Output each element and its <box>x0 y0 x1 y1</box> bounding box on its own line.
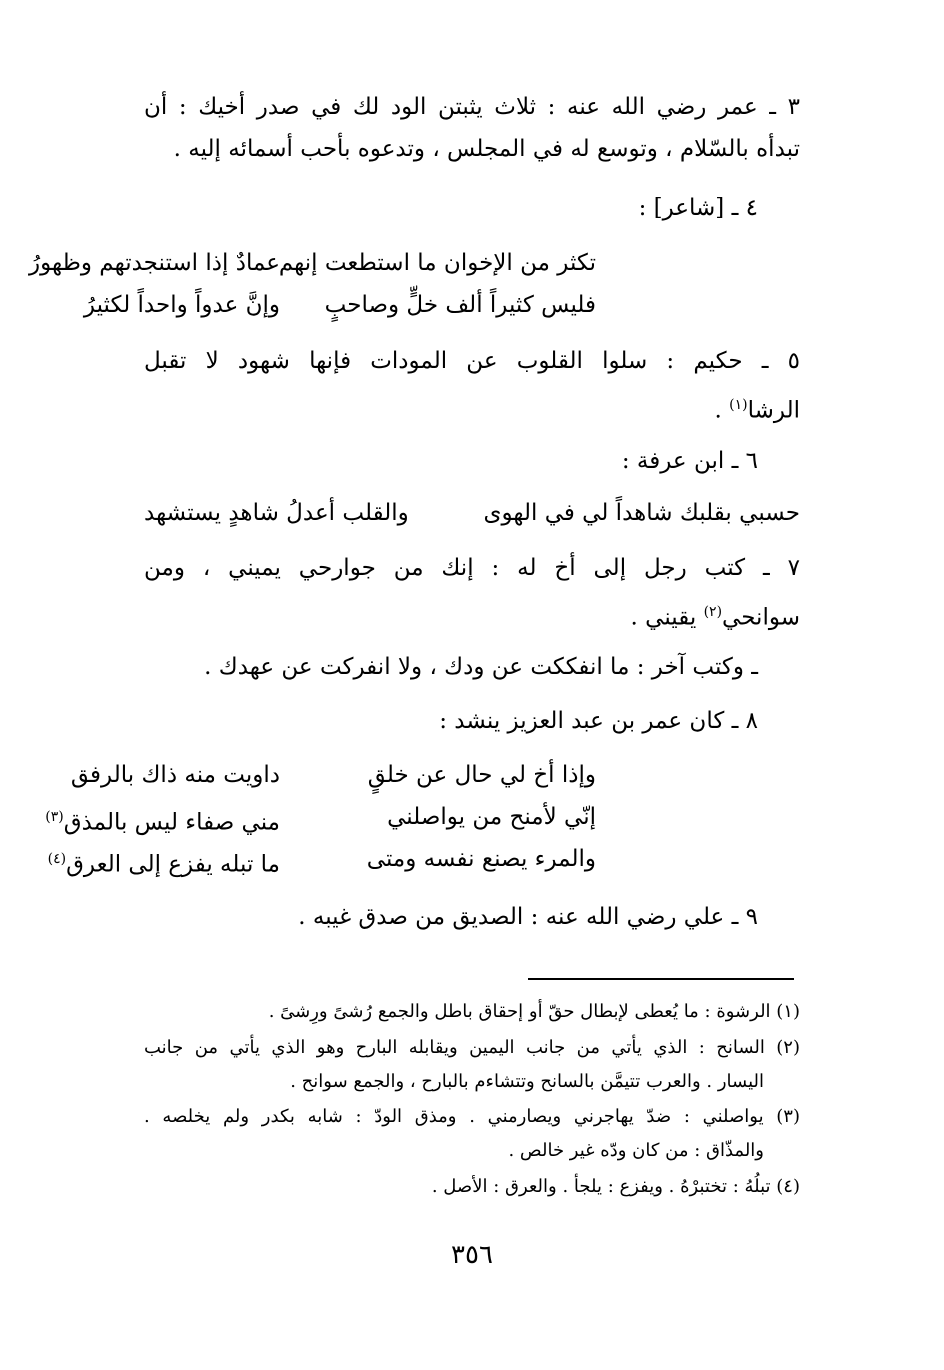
footnote-separator <box>528 978 794 980</box>
verse-first-hemistich: فليس كثيراً ألف خلٍّ وصاحبٍ <box>324 292 596 318</box>
footnote-ref-1: (١) <box>729 397 748 413</box>
footnote-3-line-2: والمذّاق : من كان ودّه غير خالص . <box>508 1140 764 1161</box>
item-8-heading: ٨ ـ كان عمر بن عبد العزيز ينشد : <box>439 708 758 734</box>
item-4-heading: ٤ ـ [شاعر] : <box>638 195 758 221</box>
item-6-verse-1 <box>144 496 800 530</box>
item-5-text: الرشا <box>747 397 800 424</box>
item-7-line-2 <box>144 597 800 633</box>
item-7-line-1: ٧ ـ كتب رجل إلى أخ له : إنك من جوارحي يميني ، ومن <box>144 555 800 581</box>
verse-second-hemistich: وإنَّ عدواً واحداً لكثيرُ <box>83 292 280 318</box>
item-4-verse-1 <box>28 246 800 280</box>
item-3-line-2: تبدأه بالسّلام ، وتوسع له في المجلس ، وتدعوه بأحب أسمائه إليه . <box>173 136 800 162</box>
verse-second-hemistich: داويت منه ذاك بالرفق <box>70 762 280 788</box>
item-8-verse-2 <box>45 800 800 836</box>
footnote-2-line-2: اليسار . والعرب تتيمَّن بالسانح وتتشاءم بالبارح ، والجمع سوانح . <box>290 1071 764 1092</box>
footnote-2-line-1: (٢) السانح : الذي يأتي من جانب اليمين ويقابله البارح وهو الذي يأتي من جانب <box>144 1037 800 1058</box>
hemistich-text: ما تبله يفزع إلى العرق <box>66 851 280 878</box>
item-3-line-1: ٣ ـ عمر رضي الله عنه : ثلاث يثبتن الود لك في صدر أخيك : أن <box>144 94 800 120</box>
verse-second-hemistich: عمادٌ إذا استنجدتهم وظهورُ <box>28 250 280 276</box>
item-8-verse-3 <box>47 842 800 878</box>
item-7-end: يقيني . <box>630 604 704 631</box>
footnote-ref-2: (٢) <box>703 604 723 620</box>
verse-first-hemistich: والمرء يصنع نفسه ومتى <box>366 846 596 872</box>
footnote-ref-3: (٣) <box>45 809 64 825</box>
item-7-line-3: ـ وكتب آخر : ما انفككت عن ودك ، ولا انفركت عن عهدك . <box>204 654 758 680</box>
item-5-line-1: ٥ ـ حكيم : سلوا القلوب عن المودات فإنها شهود لا تقبل <box>144 348 800 374</box>
hemistich-text: مني صفاء ليس بالمذق <box>63 809 280 836</box>
verse-first-hemistich: تكثر من الإخوان ما استطعت إنهم <box>278 250 596 276</box>
footnote-ref-4: (٤) <box>47 851 67 867</box>
verse-second-hemistich <box>48 842 280 882</box>
item-8-verse-1 <box>70 758 800 792</box>
verse-first-hemistich: وإذا أخ لي حال عن خلقٍ <box>367 762 596 788</box>
verse-first-hemistich: إنّي لأمنح من يواصلني <box>387 804 596 830</box>
item-7-text: سوانحي <box>722 604 800 631</box>
page-number: ٣٥٦ <box>451 1240 493 1270</box>
item-5-end: . <box>714 397 730 424</box>
footnote-3-line-1: (٣) يواصلني : ضدّ يهاجرني ويصارمني . ومذق الودّ : شابه بكدر ولم يخلصه . <box>144 1106 800 1127</box>
item-6-heading: ٦ ـ ابن عرفة : <box>621 448 758 474</box>
verse-first-hemistich: حسبي بقلبك شاهداً لي في الهوى <box>483 500 800 526</box>
verse-second-hemistich <box>45 800 280 840</box>
verse-second-hemistich: والقلب أعدلُ شاهدٍ يستشهد <box>144 500 409 526</box>
item-4-verse-2 <box>83 288 800 322</box>
footnote-1: (١) الرشوة : ما يُعطى لإبطال حقّ أو إحقاق باطل والجمع رُشىً ورِشىً . <box>268 1001 800 1022</box>
item-5-line-2 <box>144 390 800 426</box>
footnote-4: (٤) تبلُهُ : تختبرْهُ . ويفزع : يلجأ . والعرق : الأصل . <box>431 1176 800 1197</box>
item-9-line-1: ٩ ـ علي رضي الله عنه : الصديق من صدق غيبه . <box>298 904 758 930</box>
